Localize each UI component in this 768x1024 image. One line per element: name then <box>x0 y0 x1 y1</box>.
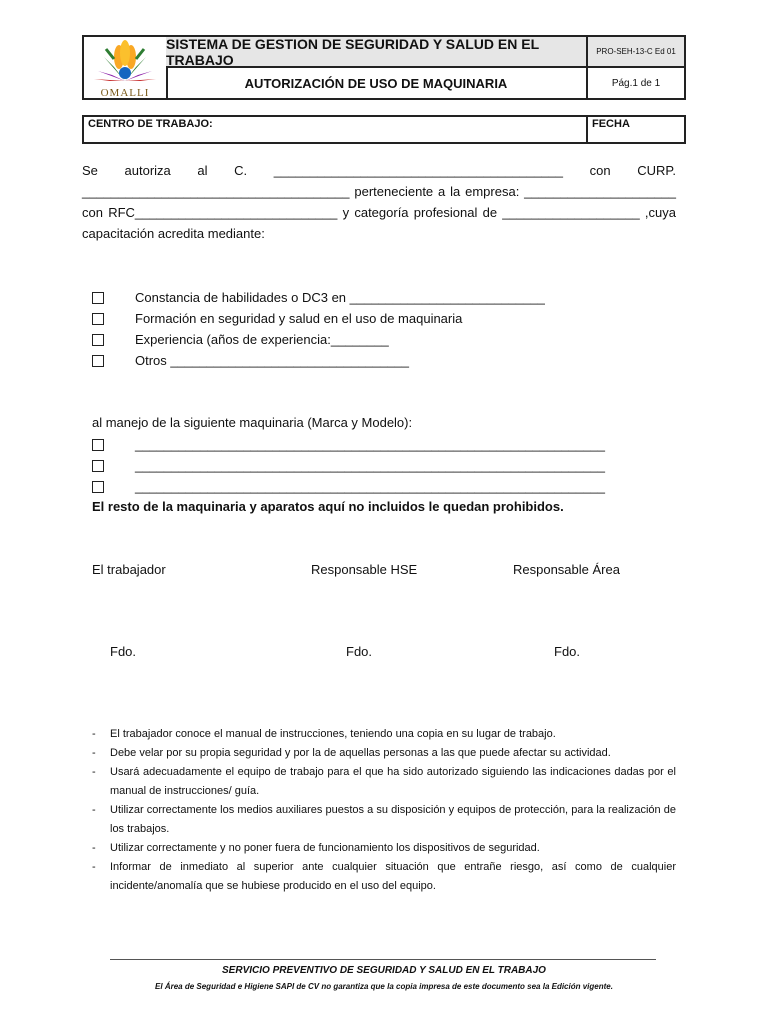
machinery-line[interactable] <box>92 476 605 497</box>
signature-fdo-hse: Fdo. <box>346 644 373 659</box>
training-option-label: Otros _________________________________ <box>135 353 409 368</box>
workplace-row <box>82 115 686 144</box>
document-code: PRO-SEH-13-C Ed 01 <box>588 37 684 68</box>
authorization-paragraph <box>82 160 676 244</box>
checkbox[interactable] <box>92 355 104 367</box>
footer-disclaimer: El Área de Seguridad e Higiene SAPI de CV no garantiza que la copia impresa de este documento sea la Edición vigente. <box>155 982 613 991</box>
workplace-divider <box>586 117 588 142</box>
training-option[interactable] <box>92 350 409 371</box>
authorization-line: con RFC____________________________ y categoría profesional de ___________________ ,cuya <box>82 205 676 220</box>
signature-fdo-worker: Fdo. <box>110 644 137 659</box>
checkbox[interactable] <box>92 481 104 493</box>
prohibition-notice: El resto de la maquinaria y aparatos aquí no incluidos le quedan prohibidos. <box>92 499 564 514</box>
machinery-line-blank: _________________________________________________________________ <box>135 479 605 494</box>
authorization-line: capacitación acredita mediante: <box>82 226 265 241</box>
training-option-label: Constancia de habilidades o DC3 en ___________________________ <box>135 290 545 305</box>
machinery-line-blank: _________________________________________________________________ <box>135 437 605 452</box>
machinery-line[interactable] <box>92 434 605 455</box>
authorization-line: Se autoriza al C. ________________________________________ con CURP. <box>82 163 676 178</box>
logo-text: OMALLI <box>100 87 150 99</box>
checkbox[interactable] <box>92 460 104 472</box>
list-item: - Utilizar correctamente los medios auxiliares puestos a su disposición y equipos de protección, para la realización de los trabajos. <box>92 804 676 835</box>
document-system-title: SISTEMA DE GESTION DE SEGURIDAD Y SALUD EN EL TRABAJO <box>166 37 588 68</box>
signature-worker-label: El trabajador <box>92 562 166 577</box>
checkbox[interactable] <box>92 313 104 325</box>
footer-divider <box>110 959 656 960</box>
machinery-line-blank: _________________________________________________________________ <box>135 458 605 473</box>
list-item: - Debe velar por su propia seguridad y por la de aquellas personas a las que puede afectar su actividad. <box>92 747 611 759</box>
machinery-line[interactable] <box>92 455 605 476</box>
workplace-label: CENTRO DE TRABAJO: <box>88 118 213 130</box>
signature-fdo-area: Fdo. <box>554 644 581 659</box>
list-item: - El trabajador conoce el manual de instrucciones, teniendo una copia en su lugar de trabajo. <box>92 728 556 740</box>
machinery-intro: al manejo de la siguiente maquinaria (Marca y Modelo): <box>92 415 413 430</box>
document-title: AUTORIZACIÓN DE USO DE MAQUINARIA <box>166 68 588 98</box>
signature-area-label: Responsable Área <box>513 562 620 577</box>
training-option-label: Formación en seguridad y salud en el uso de maquinaria <box>135 311 463 326</box>
authorization-line: _____________________________________ perteneciente a la empresa: _____________________ <box>82 184 676 199</box>
checkbox[interactable] <box>92 292 104 304</box>
training-option[interactable] <box>92 287 545 308</box>
signature-hse-label: Responsable HSE <box>311 562 418 577</box>
company-logo <box>84 37 168 98</box>
list-item: - Utilizar correctamente y no poner fuera de funcionamiento los dispositivos de seguridad. <box>92 842 540 854</box>
footer-title: SERVICIO PREVENTIVO DE SEGURIDAD Y SALUD EN EL TRABAJO <box>222 965 546 976</box>
list-item: - Usará adecuadamente el equipo de trabajo para el que ha sido autorizado siguiendo las indicaciones dadas por el manual de instrucciones/ guía. <box>92 766 676 797</box>
training-option-label: Experiencia (años de experiencia:________ <box>135 332 389 347</box>
date-label: FECHA <box>592 118 630 130</box>
training-option[interactable] <box>92 308 462 329</box>
checkbox[interactable] <box>92 439 104 451</box>
training-option[interactable] <box>92 329 389 350</box>
list-item: - Informar de inmediato al superior ante cualquier situación que entrañe riesgo, así como de cualquier incidente/anomalía que se hubiese producido en el uso del equipo. <box>92 861 676 892</box>
obligations-list <box>92 725 676 896</box>
corn-logo-icon <box>84 37 166 87</box>
checkbox[interactable] <box>92 334 104 346</box>
page-number: Pág.1 de 1 <box>611 77 661 89</box>
document-header <box>82 35 686 100</box>
